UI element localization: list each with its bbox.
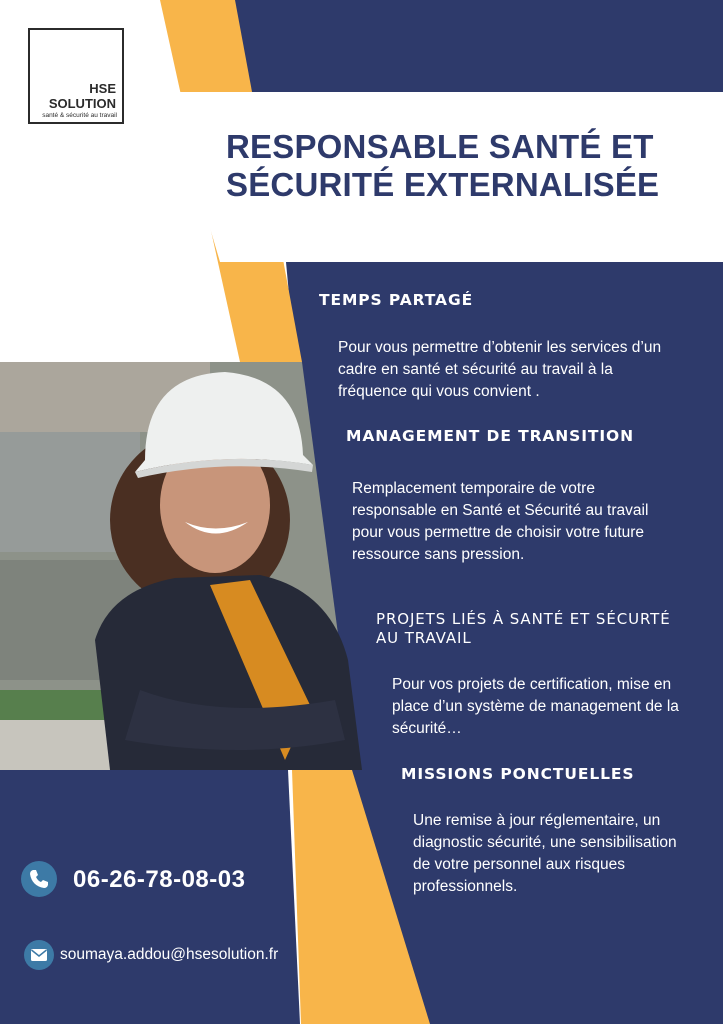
phone-icon[interactable] — [28, 868, 50, 890]
text-line: Pour vous permettre d’obtenir les services d’un — [338, 339, 662, 356]
text-line: pour vous permettre de choisir votre future — [352, 524, 645, 541]
heading-line: PROJETS LIÉS À SANTÉ ET SÉCURTÉ — [376, 610, 671, 628]
hse-logo — [28, 28, 124, 124]
text-line: ressource sans pression. — [352, 546, 525, 563]
text-line: place d’un système de management de la — [392, 698, 679, 715]
phone-number[interactable]: 06-26-78-08-03 — [73, 866, 246, 893]
text-temps-partage — [338, 337, 708, 403]
text-line: Remplacement temporaire de votre — [352, 480, 595, 497]
text-line: cadre en santé et sécurité au travail à la — [338, 361, 613, 378]
page-title — [226, 128, 706, 204]
text-line: responsable en Santé et Sécurité au travail — [352, 502, 649, 519]
heading-line: AU TRAVAIL — [376, 629, 472, 647]
navy-top-block — [235, 0, 723, 92]
text-line: diagnostic sécurité, une sensibilisation — [413, 834, 677, 851]
logo-hse: HSE — [89, 81, 116, 96]
text-management-transition — [352, 478, 712, 566]
envelope-icon[interactable] — [30, 947, 48, 963]
text-line: de votre personnel aux risques — [413, 856, 625, 873]
heading-temps-partage: TEMPS PARTAGÉ — [319, 291, 474, 309]
title-line-2: SÉCURITÉ EXTERNALISÉE — [226, 166, 660, 203]
text-projets — [392, 674, 717, 740]
heading-management-transition: MANAGEMENT DE TRANSITION — [346, 427, 634, 445]
navy-bottom-left-block — [0, 770, 300, 1024]
text-line: Pour vos projets de certification, mise en — [392, 676, 672, 693]
heading-missions: MISSIONS PONCTUELLES — [401, 765, 635, 783]
text-missions — [413, 810, 718, 898]
text-line: Une remise à jour réglementaire, un — [413, 812, 661, 829]
worker-photo — [0, 362, 362, 770]
text-line: professionnels. — [413, 878, 518, 895]
logo-solution: SOLUTION — [48, 96, 116, 111]
email-link[interactable]: soumaya.addou@hsesolution.fr — [60, 946, 279, 963]
title-line-1: RESPONSABLE SANTÉ ET — [226, 128, 654, 165]
text-line: fréquence qui vous convient . — [338, 383, 540, 400]
heading-projets — [376, 610, 671, 648]
logo-tagline: santé & sécurité au travail — [42, 112, 117, 119]
text-line: sécurité… — [392, 720, 462, 737]
